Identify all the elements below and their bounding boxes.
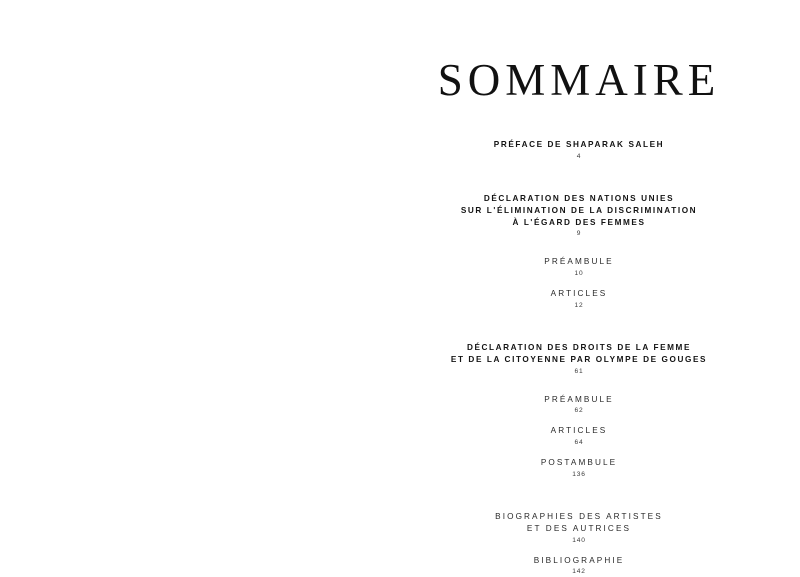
toc-entry[interactable] — [420, 256, 738, 279]
toc-entry[interactable] — [420, 425, 738, 448]
toc-entry[interactable] — [420, 394, 738, 417]
toc-entry-page: 61 — [574, 367, 584, 375]
toc-entry-line: ET DE LA CITOYENNE PAR OLYMPE DE GOUGES — [450, 354, 708, 364]
toc-entry[interactable] — [420, 342, 738, 377]
toc-entry-page: 9 — [576, 230, 582, 238]
toc-entry-line: PRÉAMBULE — [544, 394, 614, 404]
toc-entry-line: À L'ÉGARD DES FEMMES — [512, 217, 646, 227]
toc-entry-line: PRÉAMBULE — [544, 257, 614, 267]
toc-entry-page: 12 — [574, 302, 584, 310]
toc-entry[interactable] — [420, 511, 738, 546]
toc-entry-page: 10 — [574, 270, 584, 278]
toc-entry-line: DÉCLARATION DES NATIONS UNIES — [483, 193, 675, 203]
toc-entry[interactable] — [420, 193, 738, 240]
toc-entry-list — [420, 139, 738, 577]
toc-entry-page: 4 — [576, 152, 582, 160]
toc-entry-page: 142 — [572, 568, 586, 576]
toc-entry[interactable] — [420, 555, 738, 577]
toc-entry-line: POSTAMBULE — [540, 458, 618, 468]
toc-entry-line: ET DES AUTRICES — [526, 523, 632, 533]
toc-entry[interactable] — [420, 288, 738, 311]
toc-entry-page: 136 — [572, 471, 586, 479]
toc-entry-line: SUR L'ÉLIMINATION DE LA DISCRIMINATION — [460, 205, 698, 215]
toc-entry-line: BIOGRAPHIES DES ARTISTES — [495, 511, 663, 521]
toc-entry-page: 140 — [572, 536, 586, 544]
toc-entry-page: 62 — [574, 407, 584, 415]
toc-entry-page: 64 — [574, 439, 584, 447]
table-of-contents — [400, 0, 800, 576]
toc-entry[interactable] — [420, 139, 738, 162]
toc-entry-line: BIBLIOGRAPHIE — [533, 555, 625, 565]
toc-entry-line: PRÉFACE DE SHAPARAK SALEH — [493, 140, 665, 149]
toc-entry-line: ARTICLES — [550, 289, 608, 299]
toc-entry-line: ARTICLES — [550, 426, 608, 436]
toc-entry-line: DÉCLARATION DES DROITS DE LA FEMME — [466, 342, 692, 352]
page-title: SOMMAIRE — [437, 55, 721, 105]
toc-entry[interactable] — [420, 457, 738, 480]
